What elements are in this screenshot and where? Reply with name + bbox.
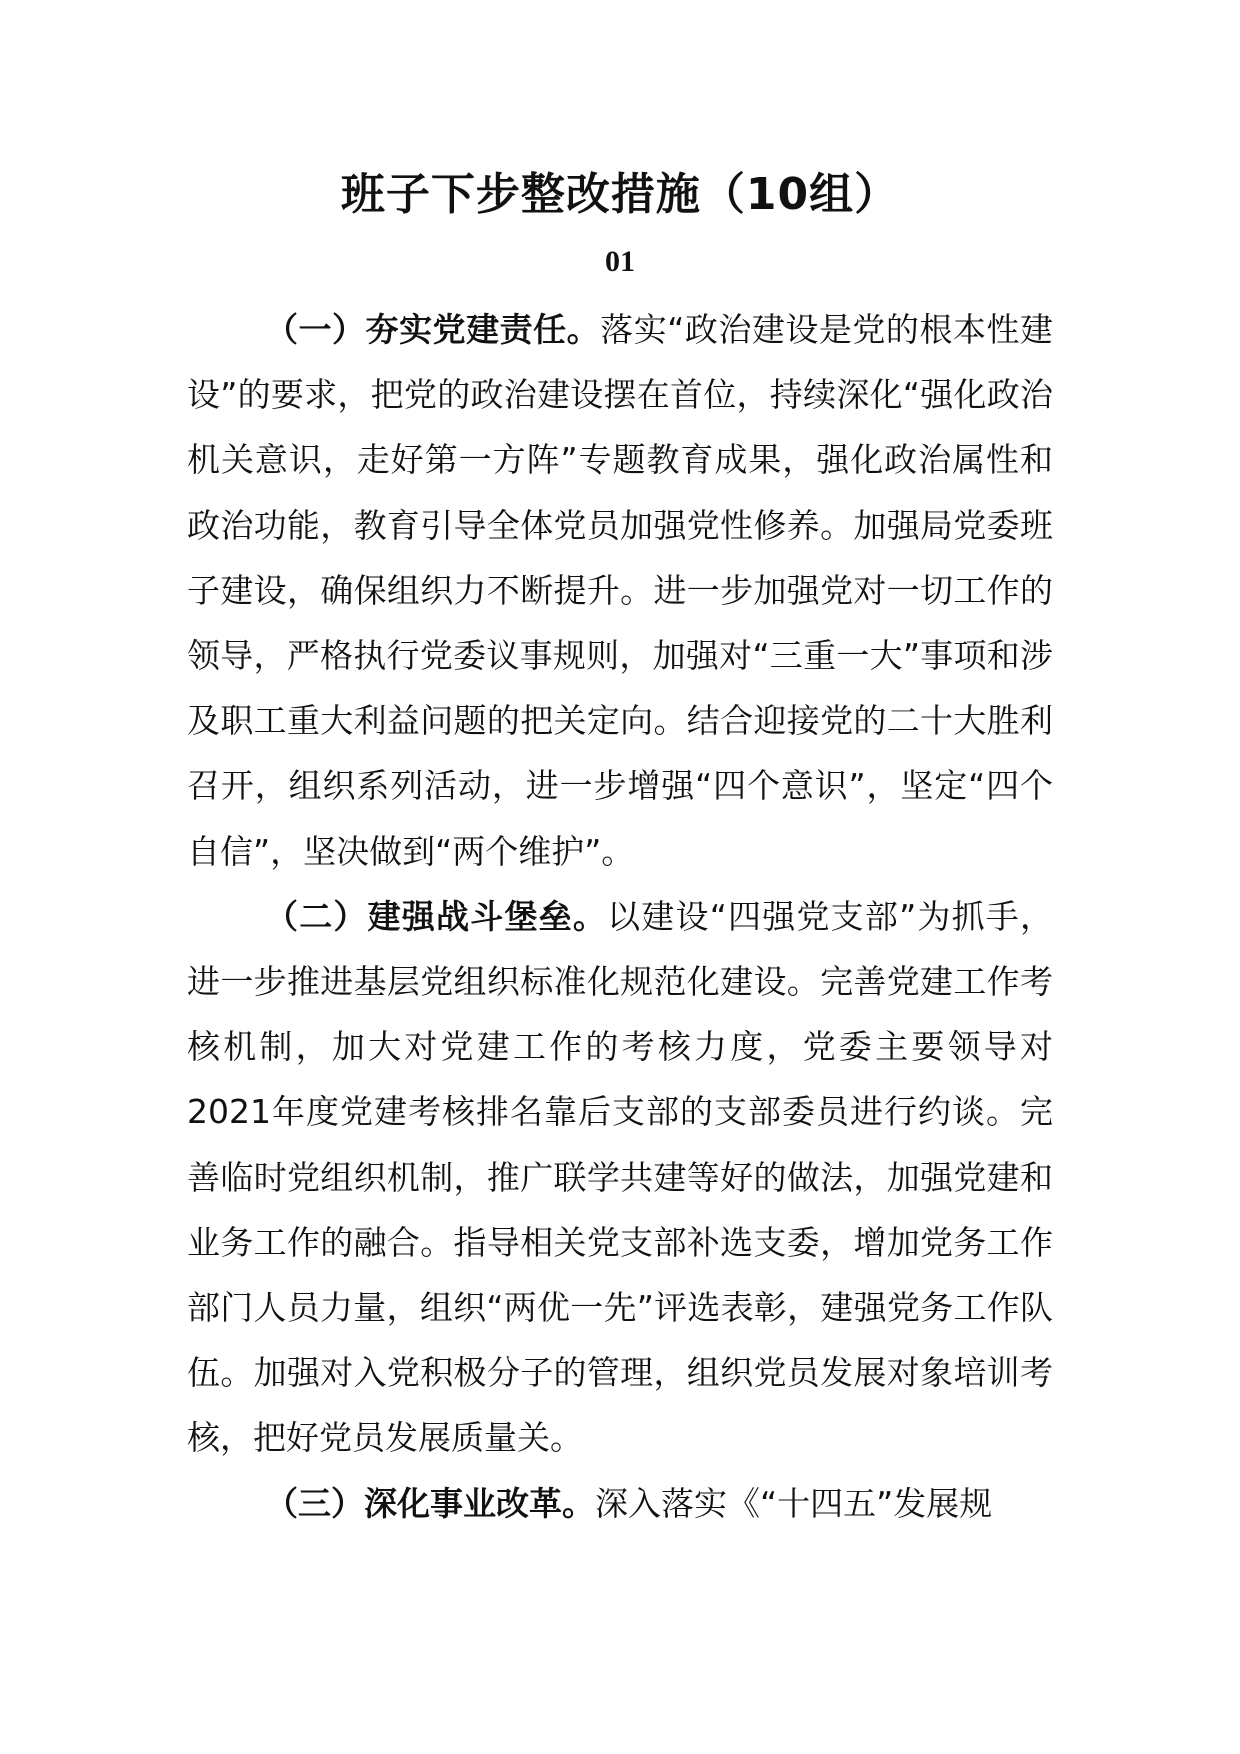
paragraph-1-heading: （一）夯实党建责任。 <box>265 310 601 349</box>
document-title: 班子下步整改措施（10组） <box>340 169 900 220</box>
document-body <box>187 297 1053 1536</box>
paragraph-1-text: 落实“政治建设是党的根本性建设”的要求，把党的政治建设摆在首位，持续深化“强化政治机关意识，走好第一方阵”专题教育成果，强化政治属性和政治功能，教育引导全体党员加强党性修养。加强局党委班子建设，确保组织力不断提升。进一步加强党对一切工作的领导，严格执行党委议事规则，加强对“三重一大”事项和涉及职工重大利益问题的把关定向。结合迎接党的二十大胜利召开，组织系列活动，进一步增强“四个意识”，坚定“四个自信”，坚决做到“两个维护”。 <box>187 310 1053 871</box>
paragraph-3-heading: （三）深化事业改革。 <box>265 1483 595 1523</box>
paragraph-2-heading: （二）建强战斗堡垒。 <box>265 896 608 936</box>
paragraph-3-text: 深入落实《“十四五”发展规 <box>595 1483 993 1523</box>
paragraph-3 <box>187 1471 1053 1536</box>
paragraph-1 <box>187 297 1053 884</box>
paragraph-2-text: 以建设“四强党支部”为抓手，进一步推进基层党组织标准化规范化建设。完善党建工作考核机制，加大对党建工作的考核力度，党委主要领导对2021年度党建考核排名靠后支部的支部委员进行约谈。完善临时党组织机制，推广联学共建等好的做法，加强党建和业务工作的融合。指导相关党支部补选支委，增加党务工作部门人员力量，组织“两优一先”评选表彰，建强党务工作队伍。加强对入党积极分子的管理，组织党员发展对象培训考核，把好党员发展质量关。 <box>187 896 1053 1458</box>
section-number: 01 <box>605 245 635 278</box>
paragraph-2 <box>187 884 1053 1471</box>
